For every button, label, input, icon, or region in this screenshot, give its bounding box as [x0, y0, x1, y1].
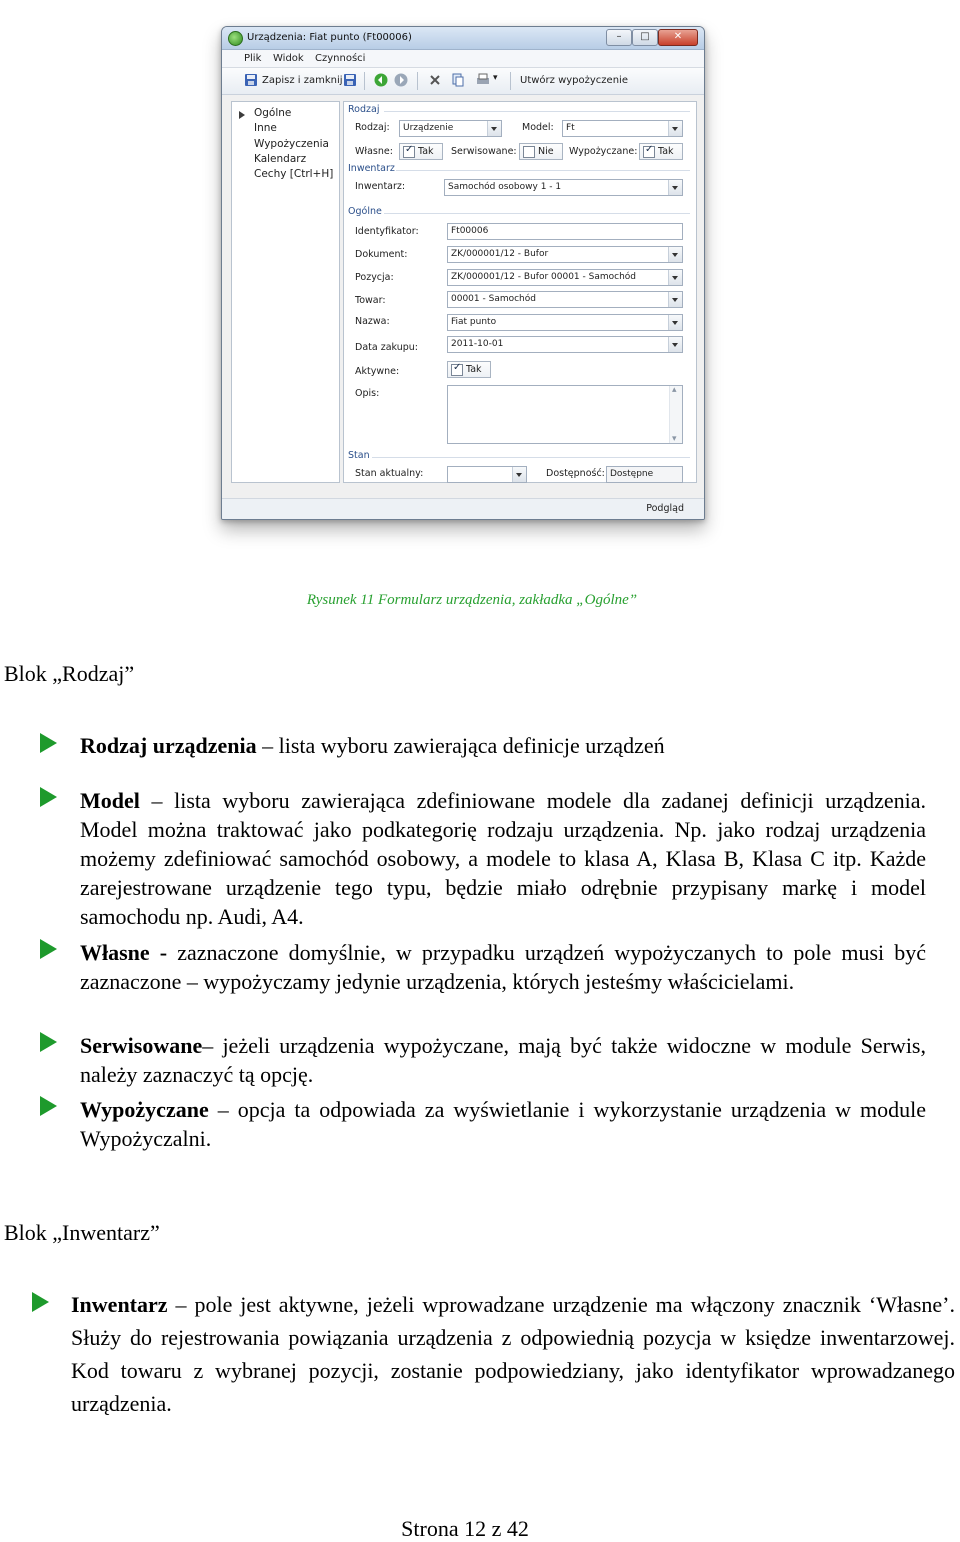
preview-button[interactable]: Podgląd [646, 503, 684, 514]
chevron-down-icon[interactable] [668, 180, 682, 195]
maximize-button[interactable]: □ [632, 29, 658, 46]
data-zakupu-label: Data zakupu: [355, 342, 418, 353]
aktywne-value: Tak [466, 364, 482, 375]
checkbox-checked-icon [643, 146, 655, 158]
toolbar [222, 68, 704, 95]
item-term: Wypożyczane [80, 1097, 209, 1122]
menu-plik[interactable]: Plik [244, 53, 262, 64]
status-bar [222, 498, 704, 519]
identyfikator-input[interactable] [447, 223, 683, 240]
checkbox-checked-icon [451, 364, 463, 376]
checkbox-unchecked-icon [523, 146, 535, 158]
forward-icon[interactable] [394, 73, 408, 87]
inwentarz-label: Inwentarz: [355, 181, 406, 192]
wlasne-label: Własne: [355, 146, 393, 157]
scrollbar[interactable] [669, 386, 682, 443]
item-term: Własne - [80, 940, 168, 965]
dostepnosc-value: Dostępne [610, 469, 654, 479]
item-term: Model [80, 788, 140, 813]
toolbar-separator [510, 72, 511, 90]
list-item [80, 786, 926, 931]
chevron-down-icon[interactable] [668, 337, 682, 352]
towar-select[interactable] [447, 291, 683, 308]
play-bullet-icon [40, 939, 57, 959]
nav-arrow-icon [239, 111, 245, 119]
save-close-button[interactable]: Zapisz i zamknij [262, 75, 343, 86]
section-stan: Stan [348, 450, 370, 461]
dostepnosc-field [606, 466, 683, 483]
aktywne-checkbox[interactable] [447, 361, 491, 378]
aktywne-label: Aktywne: [355, 366, 400, 377]
list-item [80, 938, 926, 996]
close-button[interactable]: ✕ [658, 29, 698, 46]
stan-select[interactable] [447, 466, 527, 483]
item-text: zaznaczone domyślnie, w przypadku urządzeń wypożyczanych to pole musi być zaznaczone – wypożyczamy jedynie urządzenia, których jesteśmy właścicielami. [80, 940, 926, 994]
item-term: Serwisowane [80, 1033, 203, 1058]
item-text: – jeżeli urządzenia wypożyczane, mają być także widoczne w module Serwis, należy zaznaczyć tą opcję. [80, 1033, 926, 1087]
wypozyczane-value: Tak [658, 146, 674, 157]
rodzaj-label: Rodzaj: [355, 122, 390, 133]
delete-icon[interactable] [428, 73, 442, 87]
serwisowane-label: Serwisowane: [451, 146, 517, 157]
serwisowane-checkbox[interactable] [519, 143, 563, 160]
inwentarz-value: Samochód osobowy 1 - 1 [448, 182, 562, 192]
create-rental-button[interactable]: Utwórz wypożyczenie [520, 75, 628, 86]
chevron-down-icon[interactable] [668, 315, 682, 330]
item-text: – opcja ta odpowiada za wyświetlanie i wykorzystanie urządzenia w module Wypożyczalni. [80, 1097, 926, 1151]
opis-label: Opis: [355, 388, 380, 399]
menu-widok[interactable]: Widok [273, 53, 304, 64]
list-item [80, 1031, 926, 1089]
tab-navigation [231, 101, 340, 483]
tab-cechy[interactable]: Cechy [Ctrl+H] [254, 168, 334, 180]
block-inwentarz-heading: Blok „Inwentarz” [4, 1220, 160, 1245]
data-zakupu-picker[interactable] [447, 336, 683, 353]
chevron-down-icon[interactable] [668, 247, 682, 262]
play-bullet-icon [40, 787, 57, 807]
nazwa-label: Nazwa: [355, 316, 390, 327]
list-item [80, 731, 926, 760]
section-rodzaj: Rodzaj [348, 104, 380, 115]
item-text: – lista wyboru zawierająca definicje urządzeń [256, 733, 665, 758]
tab-kalendarz[interactable]: Kalendarz [254, 153, 307, 165]
toolbar-separator [417, 72, 418, 90]
chevron-down-icon[interactable] [668, 270, 682, 285]
back-icon[interactable] [374, 73, 388, 87]
app-icon [228, 31, 243, 46]
play-bullet-icon [40, 1096, 57, 1116]
menu-czynnosci[interactable]: Czynności [315, 53, 366, 64]
inwentarz-select[interactable] [444, 179, 683, 196]
nazwa-select[interactable] [447, 314, 683, 331]
model-select[interactable] [562, 120, 683, 137]
checkbox-checked-icon [403, 146, 415, 158]
toolbar-separator [364, 72, 365, 90]
item-term: Rodzaj urządzenia [80, 733, 257, 758]
section-divider [384, 111, 690, 112]
rodzaj-value: Urządzenie [403, 123, 454, 133]
model-label: Model: [522, 122, 554, 133]
block-rodzaj-heading: Blok „Rodzaj” [4, 661, 135, 686]
chevron-down-icon[interactable] [487, 121, 501, 136]
wypozyczane-label: Wypożyczane: [569, 146, 638, 157]
data-zakupu-value: 2011-10-01 [451, 339, 504, 349]
model-value: Ft [566, 123, 575, 133]
play-bullet-icon [40, 733, 57, 753]
menu-bar [222, 50, 704, 68]
identyfikator-label: Identyfikator: [355, 226, 419, 237]
item-text: – lista wyboru zawierająca zdefiniowane modele dla zadanej definicji urządzenia. Model można traktować jako podkategorię rodzaju urządzenia. Np. jako rodzaj urządzenia możemy zdefiniować samochód osobowy, a modele to klasa A, Klasa B, Klasa C itp. Każde zarejestrowane urządzenie tego typu, będzie miało odrębnie przypisany markę i model samochodu np. Audi, A4. [80, 788, 926, 929]
dokument-label: Dokument: [355, 249, 408, 260]
towar-value: 00001 - Samochód [451, 294, 536, 304]
print-icon[interactable] [476, 73, 490, 87]
list-item [71, 1288, 955, 1420]
dokument-select[interactable] [447, 246, 683, 263]
chevron-down-icon[interactable] [668, 292, 682, 307]
play-bullet-icon [40, 1032, 57, 1052]
chevron-down-icon[interactable]: ▾ [493, 73, 498, 83]
section-divider [372, 457, 690, 458]
dostepnosc-label: Dostępność: [546, 468, 605, 479]
serwisowane-value: Nie [538, 146, 554, 157]
section-inwentarz: Inwentarz [348, 163, 395, 174]
item-text: – pole jest aktywne, jeżeli wprowadzane urządzenie ma włączony znacznik ‘Własne’. Służy do rejestrowania powiązania urządzenia z odpowiednią pozycja w księdze inwentarzowej. Kod towaru z wybranej pozycji, zostanie podpowiedziany, jako identyfikator wprowadzanego urządzenia. [71, 1292, 955, 1416]
nazwa-value: Fiat punto [451, 317, 497, 327]
chevron-down-icon[interactable] [668, 121, 682, 136]
rodzaj-select[interactable] [399, 120, 502, 137]
device-form-window [221, 26, 705, 520]
copy-icon[interactable] [451, 73, 465, 87]
pozycja-select[interactable] [447, 269, 683, 286]
stan-label: Stan aktualny: [355, 468, 424, 479]
tab-ogolne[interactable]: Ogólne [254, 107, 292, 119]
dokument-value: ZK/000001/12 - Bufor [451, 249, 549, 259]
wlasne-checkbox[interactable] [399, 143, 443, 160]
tab-inne[interactable]: Inne [254, 122, 277, 134]
figure-caption: Rysunek 11 Formularz urządzenia, zakładka „Ogólne” [306, 592, 638, 608]
section-divider [396, 170, 690, 171]
form-panel [343, 101, 697, 483]
pozycja-label: Pozycja: [355, 272, 394, 283]
section-ogolne: Ogólne [348, 206, 382, 217]
list-item [80, 1095, 926, 1153]
save-icon[interactable] [244, 73, 258, 87]
towar-label: Towar: [355, 295, 386, 306]
section-divider [384, 213, 690, 214]
wypozyczane-checkbox[interactable] [639, 143, 683, 160]
identyfikator-value: Ft00006 [451, 226, 489, 236]
title-bar [222, 27, 704, 50]
wlasne-value: Tak [418, 146, 434, 157]
pozycja-value: ZK/000001/12 - Bufor 00001 - Samochód [451, 272, 636, 282]
minimize-button[interactable]: – [606, 29, 632, 46]
tab-wypozyczenia[interactable]: Wypożyczenia [254, 138, 329, 150]
play-bullet-icon [32, 1292, 49, 1312]
save-icon[interactable] [343, 73, 357, 87]
chevron-down-icon[interactable] [512, 467, 526, 482]
window-title: Urządzenia: Fiat punto (Ft00006) [247, 32, 412, 43]
page-footer: Strona 12 z 42 [401, 1516, 529, 1541]
opis-textarea[interactable] [447, 385, 683, 444]
item-term: Inwentarz [71, 1292, 168, 1317]
